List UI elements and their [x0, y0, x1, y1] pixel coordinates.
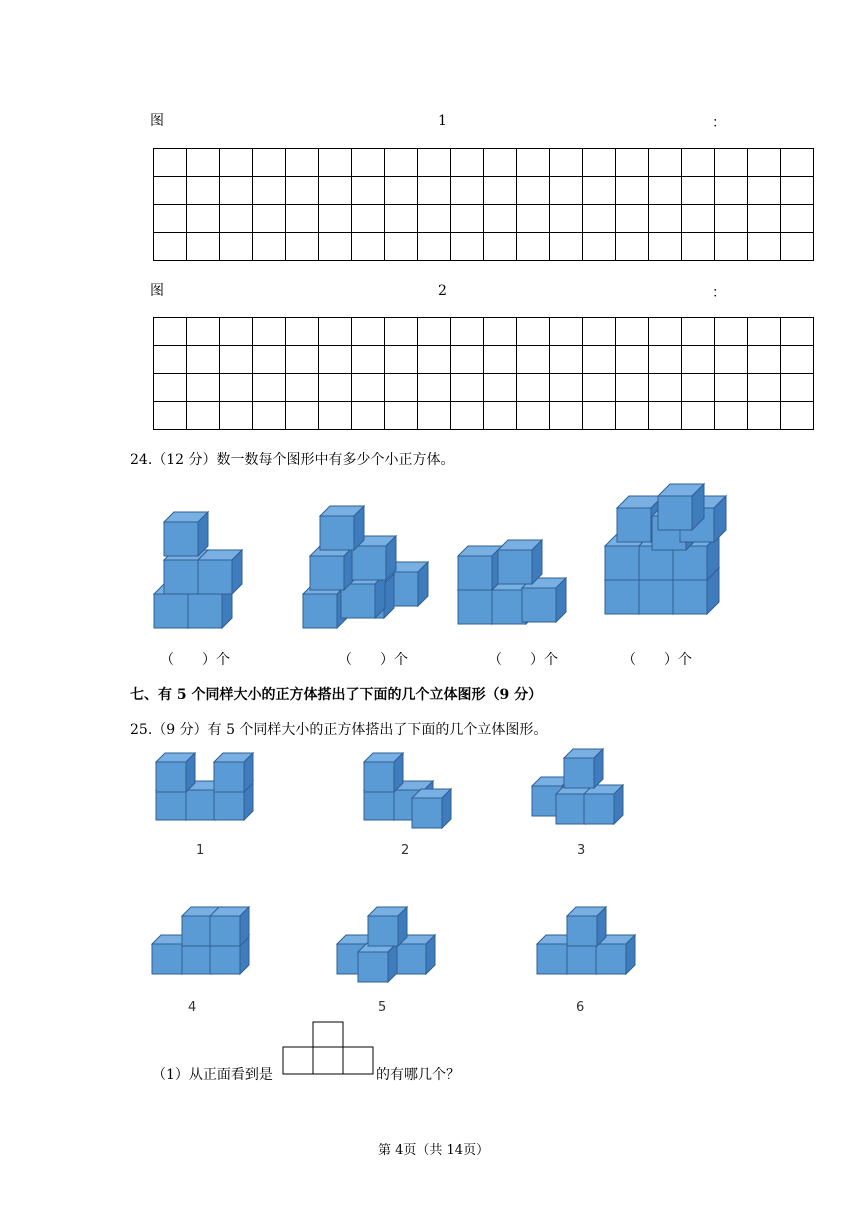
q24-prompt: 24.（12 分）数一数每个图形中有多少个小正方体。 — [130, 452, 455, 468]
figure2-label: 图 — [150, 283, 164, 299]
figure2-number: 2 — [438, 283, 447, 299]
q25-figure-4 — [152, 907, 249, 974]
cube-front-face — [214, 762, 244, 792]
cube-front-face — [368, 916, 398, 946]
q24-answer-3[interactable]: （ ）个 — [488, 652, 558, 668]
cube-front-face — [352, 546, 386, 580]
q24-answer-4[interactable]: （ ）个 — [622, 652, 692, 668]
q25-figure-2 — [364, 753, 451, 828]
cube-figure-d — [605, 484, 726, 614]
cube-front-face — [341, 584, 375, 618]
cube-figure-b — [303, 506, 428, 628]
cube-front-face — [310, 556, 344, 590]
cube-front-face — [412, 798, 442, 828]
cube-front-face — [214, 790, 244, 820]
cube-front-face — [358, 952, 388, 982]
q25-figure-1 — [156, 753, 253, 820]
q25-label-5: 5 — [378, 1000, 387, 1015]
q25-figure-6 — [537, 907, 635, 974]
cube-front-face — [605, 546, 639, 580]
cube-front-face — [522, 588, 556, 622]
cube-front-face — [567, 916, 597, 946]
cube-front-face — [639, 546, 673, 580]
cube-front-face — [605, 580, 639, 614]
cube-front-face — [567, 944, 597, 974]
q25-label-6: 6 — [576, 1000, 585, 1015]
cube-front-face — [673, 580, 707, 614]
page-footer: 第 4页（共 14页） — [378, 1143, 490, 1158]
cube-front-face — [188, 594, 222, 628]
cube-front-face — [152, 944, 182, 974]
q25-prompt: 25.（9 分）有 5 个同样大小的正方体搭出了下面的几个立体图形。 — [130, 722, 548, 738]
cube-front-face — [182, 944, 212, 974]
cube-front-face — [154, 594, 188, 628]
cube-front-face — [556, 794, 586, 824]
cube-front-face — [156, 762, 186, 792]
cube-front-face — [210, 944, 240, 974]
q25-label-4: 4 — [188, 1000, 197, 1015]
cube-front-face — [639, 580, 673, 614]
cube-figure-c — [458, 540, 566, 624]
cube-front-face — [658, 496, 692, 530]
q25-figure-3 — [532, 749, 623, 824]
cube-front-face — [182, 916, 212, 946]
section7-title: 七、有 5 个同样大小的正方体搭出了下面的几个立体图形（9 分） — [130, 687, 543, 703]
q25-figure-5 — [337, 907, 435, 982]
cube-front-face — [186, 790, 216, 820]
cube-front-face — [320, 516, 354, 550]
q25-label-1: 1 — [196, 843, 205, 858]
cube-front-face — [396, 944, 426, 974]
cube-front-face — [492, 590, 526, 624]
q25-label-3: 3 — [577, 843, 586, 858]
cube-front-face — [164, 560, 198, 594]
cube-front-face — [303, 594, 337, 628]
cube-front-face — [164, 522, 198, 556]
cube-front-face — [584, 794, 614, 824]
cube-front-face — [210, 916, 240, 946]
cube-front-face — [617, 508, 651, 542]
figure1-number: 1 — [438, 113, 447, 129]
cube-front-face — [364, 762, 394, 792]
cube-front-face — [537, 944, 567, 974]
q25-sub1-text-after: 的有哪几个？ — [376, 1067, 460, 1083]
cube-front-face — [564, 758, 594, 788]
cube-front-face — [156, 790, 186, 820]
q25-sub1-text-before: （1）从正面看到是 — [152, 1067, 273, 1083]
cube-front-face — [596, 944, 626, 974]
figure1-label: 图 — [150, 113, 164, 129]
cube-front-face — [364, 790, 394, 820]
q24-answer-1[interactable]: （ ）个 — [160, 652, 230, 668]
front-view-shape — [283, 1022, 373, 1074]
cube-front-face — [498, 550, 532, 584]
figure2-colon: ： — [712, 285, 726, 301]
cube-front-face — [673, 546, 707, 580]
q25-label-2: 2 — [401, 843, 410, 858]
q24-answer-2[interactable]: （ ）个 — [338, 652, 408, 668]
cube-figure-a — [154, 512, 242, 628]
cube-front-face — [458, 590, 492, 624]
cube-front-face — [198, 560, 232, 594]
cube-front-face — [458, 556, 492, 590]
figure1-colon: ： — [712, 115, 726, 131]
